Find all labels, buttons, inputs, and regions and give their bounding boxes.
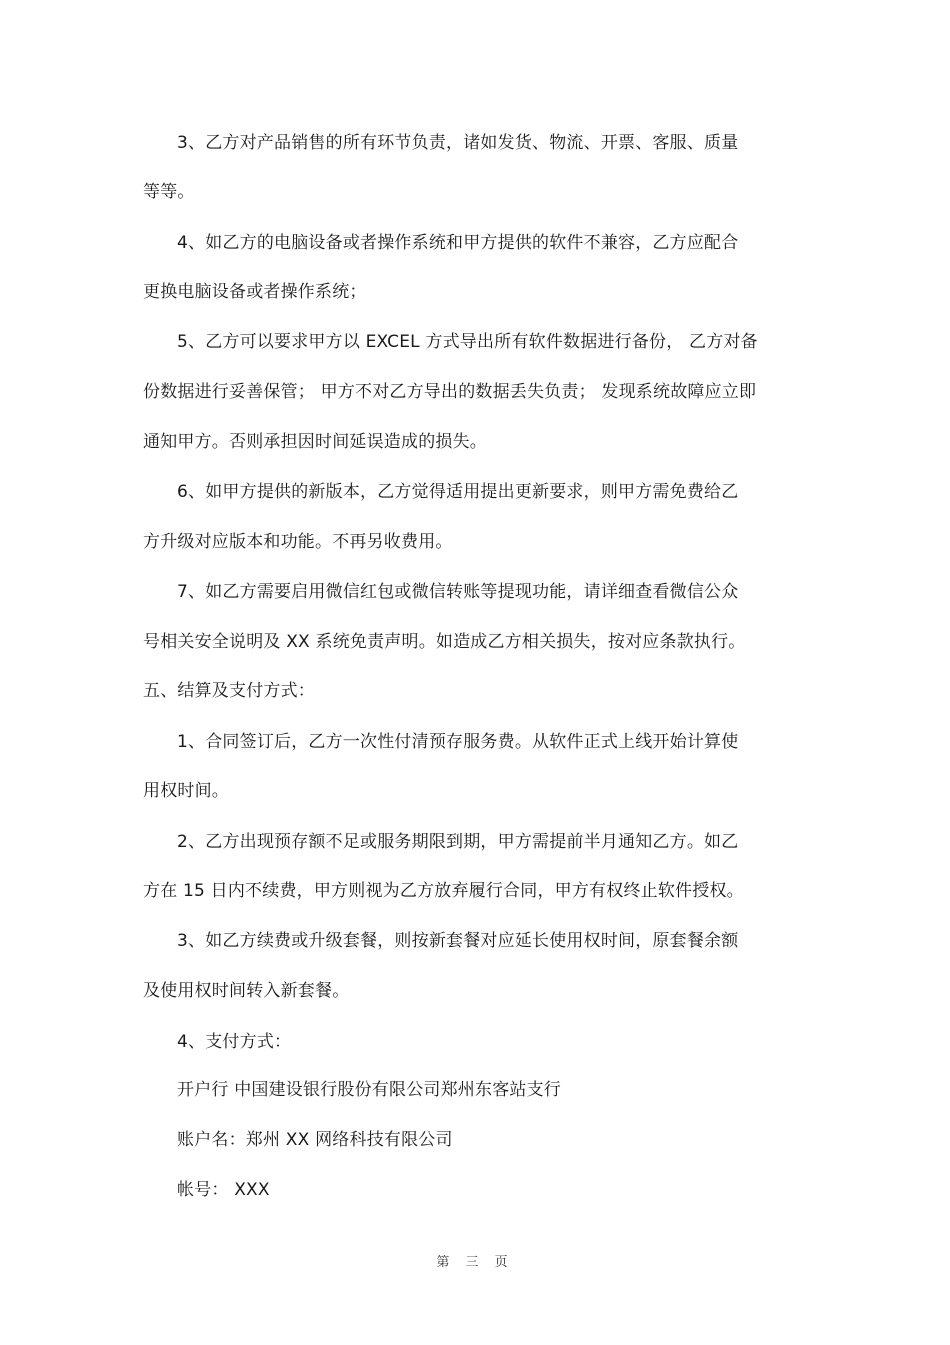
section-heading-settlement: 五、结算及支付方式： [143,681,315,701]
paragraph-line-settlement-3-continued: 及使用权时间转入新套餐。 [143,981,350,1001]
paragraph-line-4-compatibility: 4、如乙方的电脑设备或者操作系统和甲方提供的软件不兼容，乙方应配合 [177,233,739,253]
bank-name-line: 开户行 中国建设银行股份有限公司郑州东客站支行 [177,1080,562,1100]
paragraph-line-settlement-1: 1、合同签订后，乙方一次性付清预存服务费。从软件正式上线开始计算使 [177,732,739,752]
paragraph-line-5-continued: 份数据进行妥善保管； 甲方不对乙方导出的数据丢失负责； 发现系统故障应立即 [143,382,757,402]
paragraph-line-6-new-version: 6、如甲方提供的新版本，乙方觉得适用提出更新要求，则甲方需免费给乙 [177,482,739,502]
paragraph-line-settlement-3: 3、如乙方续费或升级套餐，则按新套餐对应延长使用权时间，原套餐余额 [177,931,739,951]
paragraph-line-settlement-2: 2、乙方出现预存额不足或服务期限到期，甲方需提前半月通知乙方。如乙 [177,832,739,852]
paragraph-line-4-continued: 更换电脑设备或者操作系统； [143,282,367,302]
paragraph-line-5-excel-backup: 5、乙方可以要求甲方以 EXCEL 方式导出所有软件数据进行备份， 乙方对备 [177,332,758,352]
paragraph-line-3-continued: 等等。 [143,182,195,202]
paragraph-line-payment-method: 4、支付方式： [177,1032,292,1052]
paragraph-line-settlement-2-continued: 方在 15 日内不续费，甲方则视为乙方放弃履行合同，甲方有权终止软件授权。 [143,881,744,901]
account-number-line: 帐号： XXX [177,1180,270,1200]
paragraph-line-7-wechat: 7、如乙方需要启用微信红包或微信转账等提现功能，请详细查看微信公众 [177,582,739,602]
paragraph-line-5-continued-2: 通知甲方。否则承担因时间延误造成的损失。 [143,432,487,452]
paragraph-line-7-continued: 号相关安全说明及 XX 系统免责声明。如造成乙方相关损失，按对应条款执行。 [143,632,746,652]
paragraph-line-3-sales-responsibility: 3、乙方对产品销售的所有环节负责，诸如发货、物流、开票、客服、质量 [177,133,739,153]
page-number: 第 三 页 [436,1255,514,1270]
paragraph-line-6-continued: 方升级对应版本和功能。不再另收费用。 [143,532,453,552]
account-name-line: 账户名：郑州 XX 网络科技有限公司 [177,1130,453,1150]
paragraph-line-settlement-1-continued: 用权时间。 [143,781,229,801]
